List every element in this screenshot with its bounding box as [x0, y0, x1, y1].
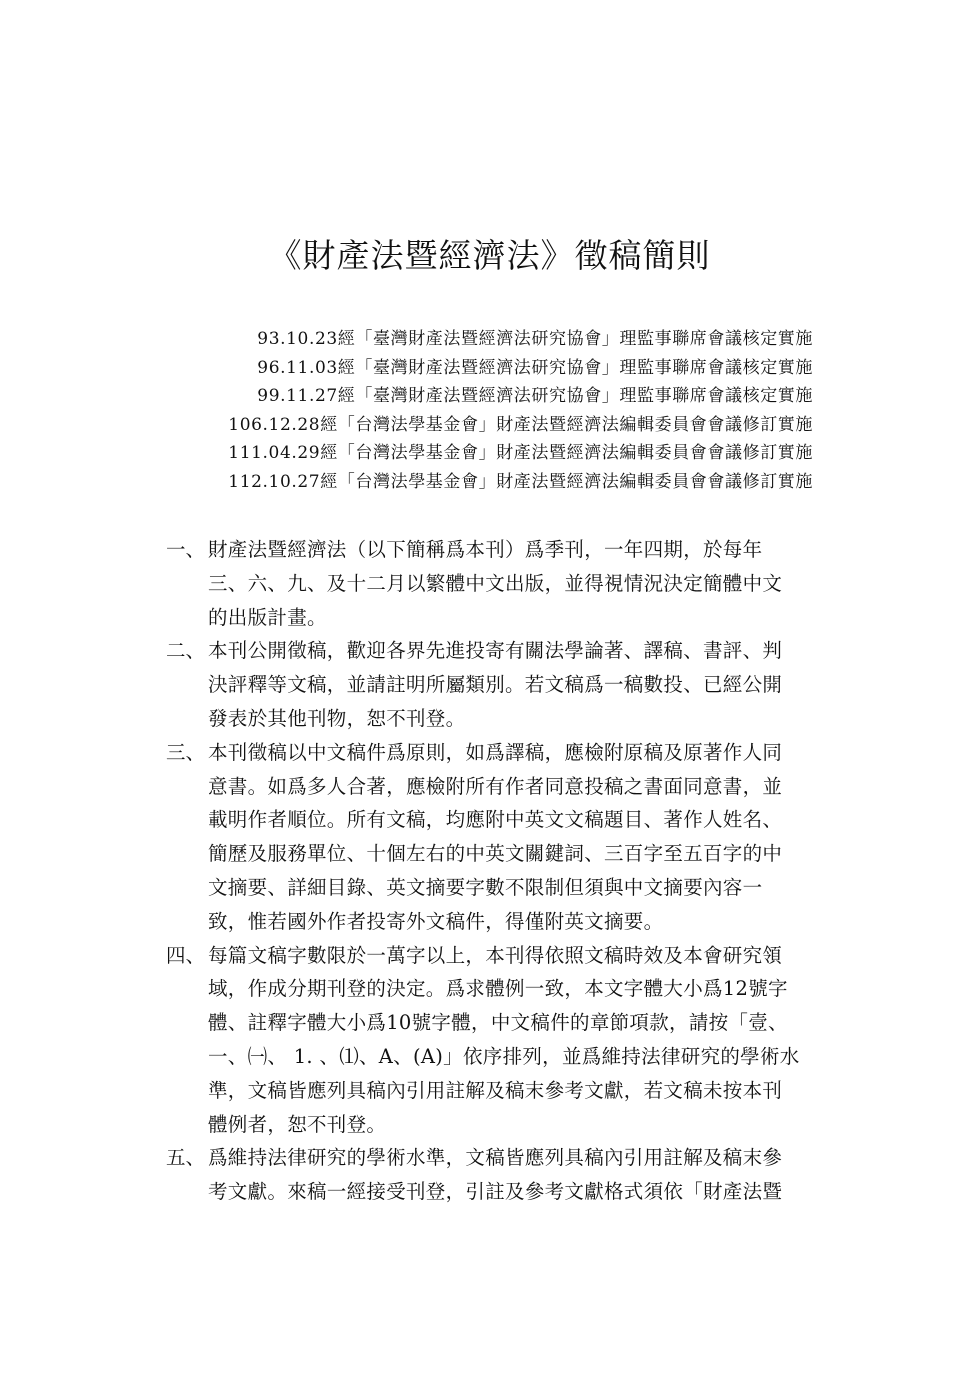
revision-history [228, 325, 813, 497]
article-line: 意書。如爲多人合著，應檢附所有作者同意投稿之書面同意書，並 [208, 774, 783, 798]
article-line: 本刊徵稿以中文稿件爲原則，如爲譯稿，應檢附原稿及原著作人同 [208, 740, 783, 764]
revision-entry: 93.10.23經「臺灣財產法暨經濟法研究協會」理監事聯席會議核定實施 [257, 329, 813, 349]
article-line: 簡歷及服務單位、十個左右的中英文關鍵詞、三百字至五百字的中 [208, 842, 783, 866]
revision-entry: 96.11.03經「臺灣財產法暨經濟法研究協會」理監事聯席會議核定實施 [257, 357, 813, 378]
article-list [166, 533, 816, 1209]
article-number: 三、 [166, 740, 206, 764]
article-line: 發表於其他刊物，恕不刊登。 [208, 706, 466, 730]
article-line: 體例者，恕不刊登。 [208, 1112, 387, 1136]
article-line: 一、㈠、 1. 、⑴、A、(A)」依序排列，並爲維持法律研究的學術水 [208, 1044, 800, 1068]
article-line: 體、註釋字體大小爲10號字體，中文稿件的章節項款，請按「壹、 [208, 1011, 788, 1035]
article-3 [166, 736, 816, 939]
revision-entry: 106.12.28經「台灣法學基金會」財產法暨經濟法編輯委員會會議修訂實施 [228, 414, 813, 435]
article-line: 爲維持法律研究的學術水準，文稿皆應列具稿內引用註解及稿末參 [208, 1146, 783, 1170]
article-line: 考文獻。來稿一經接受刊登，引註及參考文獻格式須依「財產法暨 [208, 1180, 783, 1204]
article-line: 每篇文稿字數限於一萬字以上，本刊得依照文稿時效及本會研究領 [208, 943, 783, 967]
article-5 [166, 1141, 816, 1209]
article-line: 載明作者順位。所有文稿，均應附中英文文稿題目、著作人姓名、 [208, 808, 783, 832]
article-4 [166, 939, 816, 1142]
article-number: 一、 [166, 538, 206, 561]
article-line: 決評釋等文稿，並請註明所屬類別。若文稿爲一稿數投、已經公開 [208, 673, 783, 697]
article-body [208, 1141, 816, 1209]
article-number: 五、 [166, 1146, 206, 1170]
article-2 [166, 634, 816, 735]
article-number: 四、 [166, 943, 206, 967]
article-line: 本刊公開徵稿，歡迎各界先進投寄有關法學論著、譯稿、書評、判 [208, 639, 783, 663]
article-line: 準，文稿皆應列具稿內引用註解及稿末參考文獻，若文稿未按本刊 [208, 1078, 783, 1102]
document-title: 《財產法暨經濟法》徵稿簡則 [268, 236, 711, 275]
article-number: 二、 [166, 639, 206, 663]
article-body [208, 736, 816, 939]
revision-entry: 99.11.27經「臺灣財產法暨經濟法研究協會」理監事聯席會議核定實施 [257, 386, 813, 407]
article-line: 三、六、九、及十二月以繁體中文出版，並得視情況決定簡體中文 [208, 571, 783, 595]
article-line: 域，作成分期刊登的決定。爲求體例一致，本文字體大小爲12號字 [208, 977, 788, 1001]
article-body [208, 634, 816, 735]
article-line: 致，惟若國外作者投寄外文稿件，得僅附英文摘要。 [208, 909, 664, 933]
revision-entry: 111.04.29經「台灣法學基金會」財產法暨經濟法編輯委員會會議修訂實施 [228, 443, 813, 464]
article-line: 的出版計畫。 [208, 605, 327, 629]
revision-entry: 112.10.27經「台灣法學基金會」財產法暨經濟法編輯委員會會議修訂實施 [228, 471, 813, 492]
article-body [208, 939, 816, 1142]
article-1 [166, 533, 816, 634]
article-line: 文摘要、詳細目錄、英文摘要字數不限制但須與中文摘要內容一 [208, 875, 763, 899]
article-body [208, 533, 816, 634]
article-line: 財產法暨經濟法（以下簡稱爲本刊）爲季刊，一年四期，於每年 [208, 538, 763, 561]
